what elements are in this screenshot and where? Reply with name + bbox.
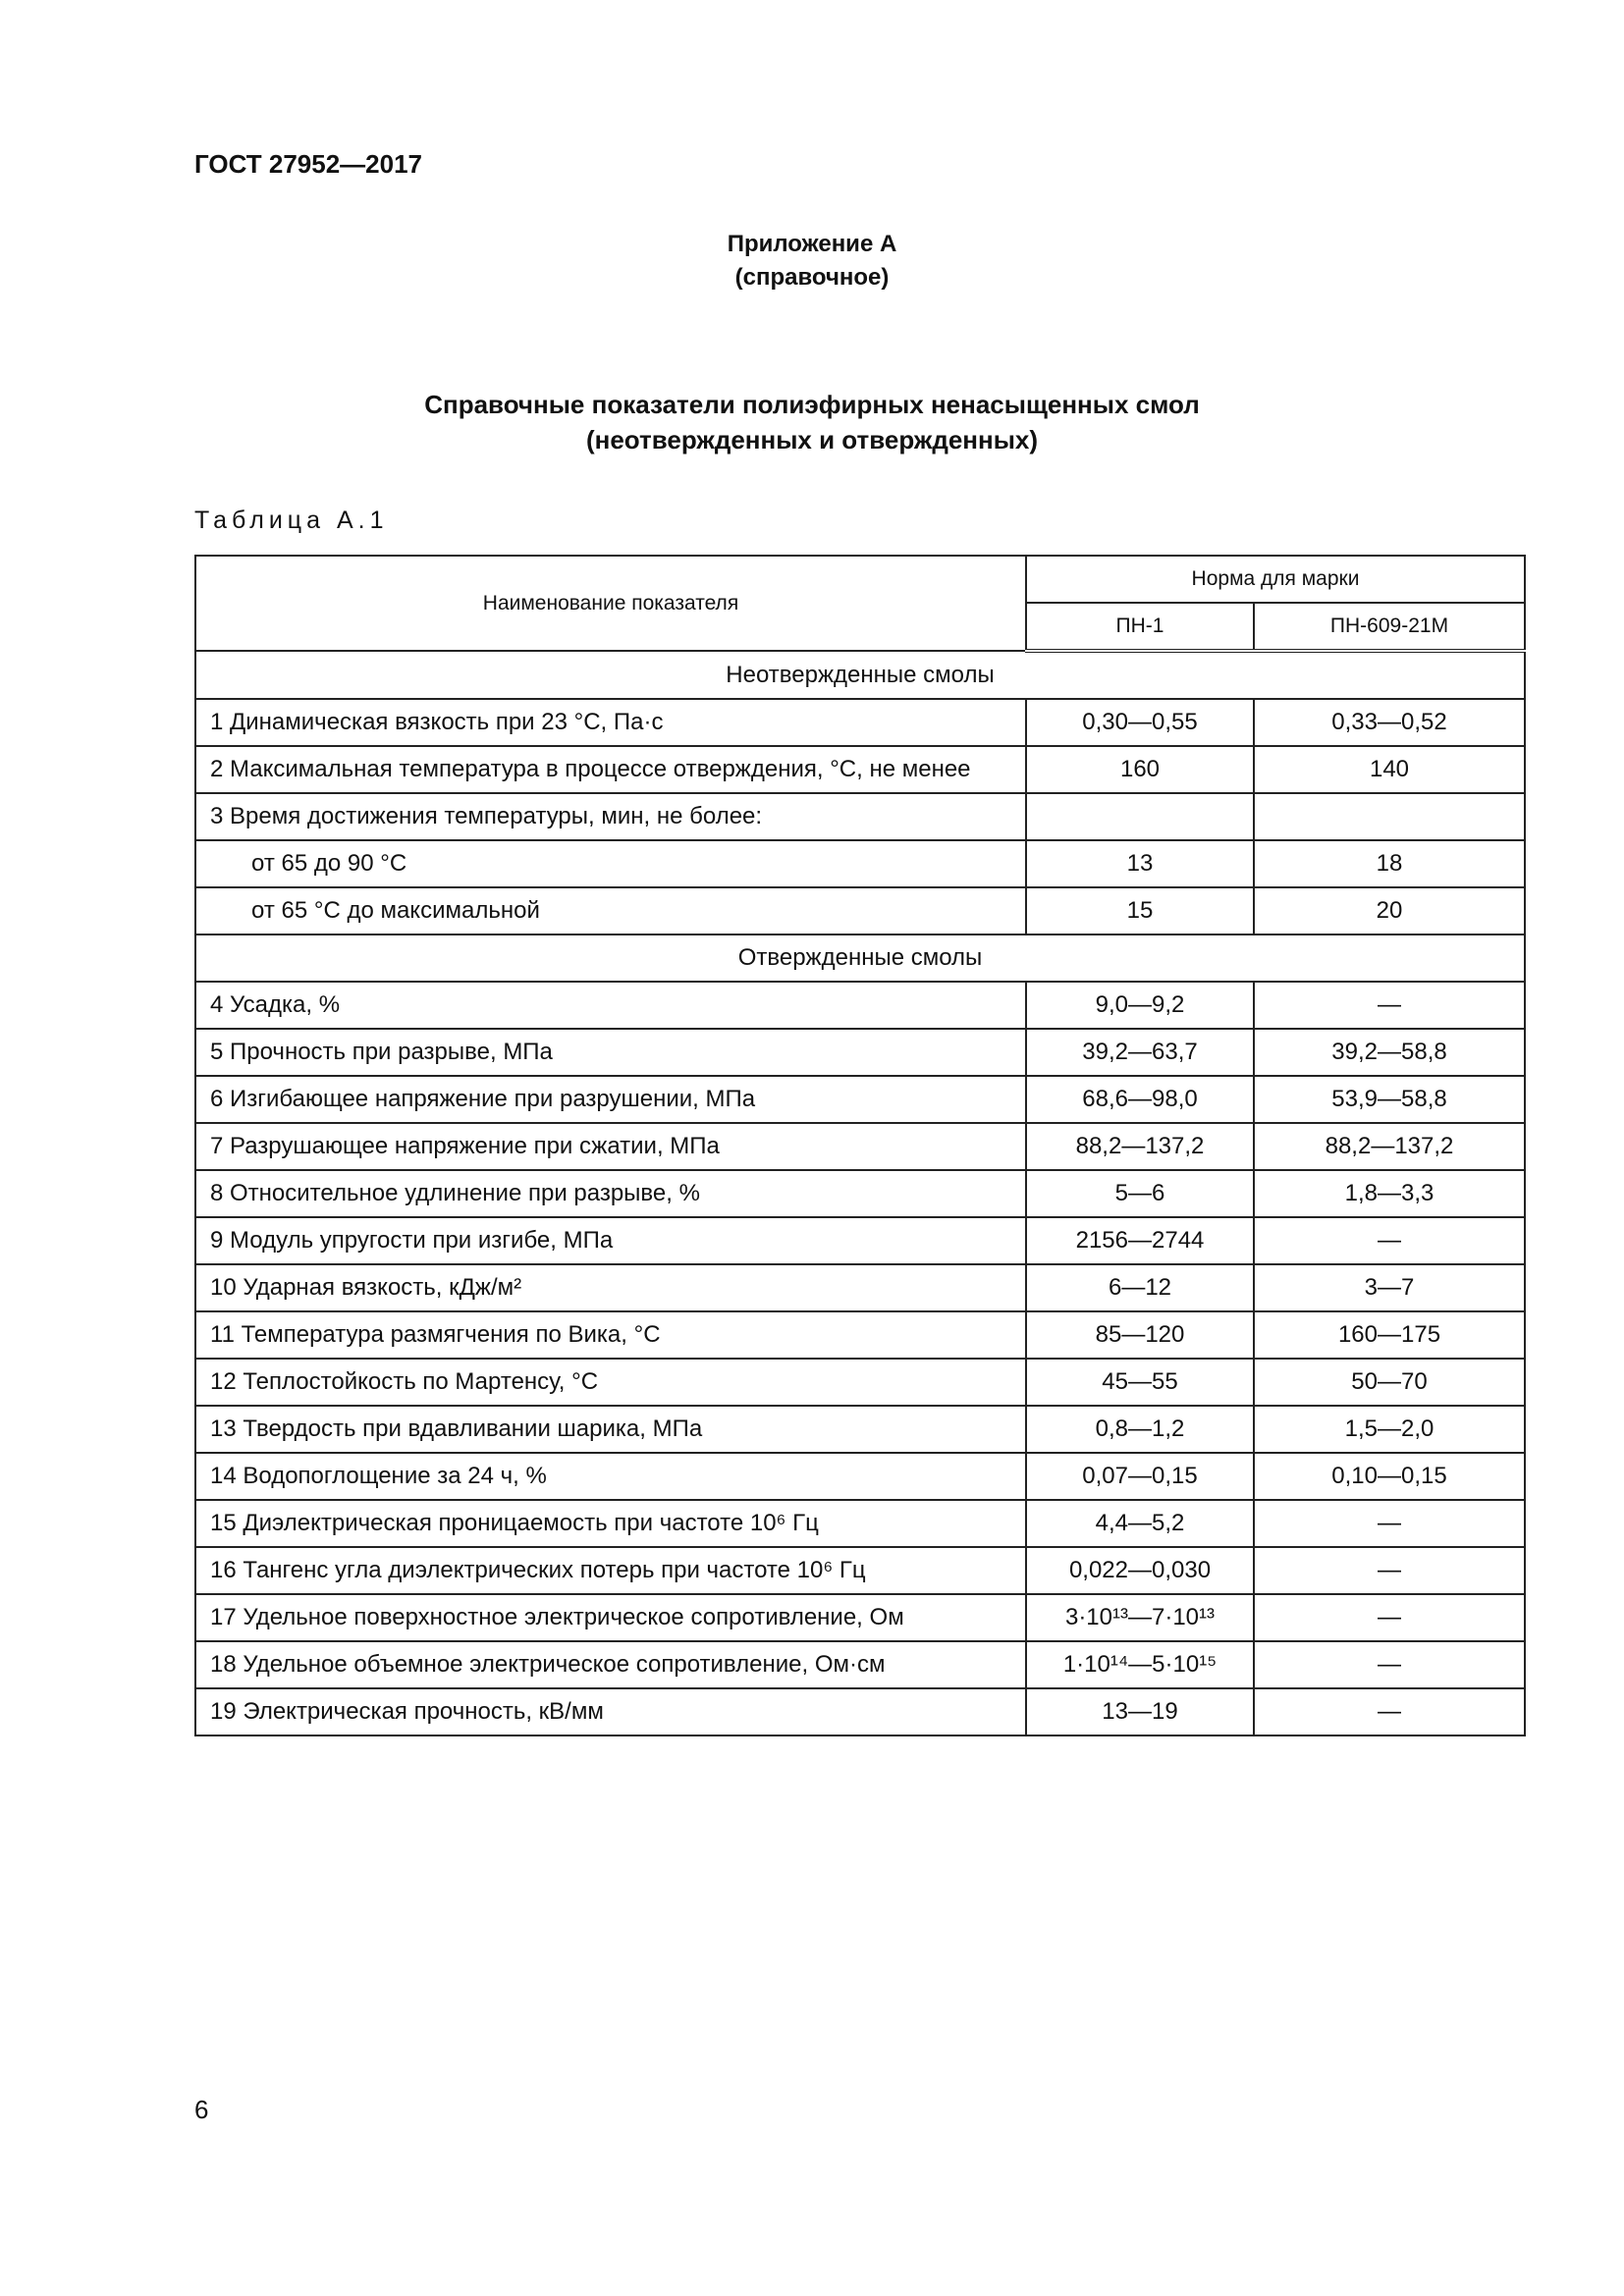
table-row	[195, 1641, 1525, 1688]
row-name: 18 Удельное объемное электрическое сопротивление, Ом·см	[195, 1641, 1026, 1688]
row-name: 17 Удельное поверхностное электрическое сопротивление, Ом	[195, 1594, 1026, 1641]
table-row	[195, 840, 1525, 887]
row-value-pn1: 2156—2744	[1026, 1217, 1254, 1264]
row-name: 1 Динамическая вязкость при 23 °С, Па·с	[195, 699, 1026, 746]
row-value-pn1: 4,4—5,2	[1026, 1500, 1254, 1547]
row-value-pn609: —	[1254, 1500, 1525, 1547]
row-name: 9 Модуль упругости при изгибе, МПа	[195, 1217, 1026, 1264]
appendix-heading	[0, 228, 1624, 294]
row-value-pn1: 39,2—63,7	[1026, 1029, 1254, 1076]
row-name: 3 Время достижения температуры, мин, не более:	[195, 793, 1026, 840]
row-value-pn609: —	[1254, 1594, 1525, 1641]
row-value-pn1: 15	[1026, 887, 1254, 934]
row-name: 14 Водопоглощение за 24 ч, %	[195, 1453, 1026, 1500]
header-indicator-name: Наименование показателя	[195, 556, 1026, 651]
row-value-pn1: 160	[1026, 746, 1254, 793]
page-number: 6	[194, 2095, 209, 2124]
header-grade-pn1: ПН-1	[1026, 603, 1254, 651]
table-row	[195, 1406, 1525, 1453]
row-name: 13 Твердость при вдавливании шарика, МПа	[195, 1406, 1026, 1453]
row-value-pn609: —	[1254, 982, 1525, 1029]
row-value-pn1: 5—6	[1026, 1170, 1254, 1217]
row-name: 8 Относительное удлинение при разрыве, %	[195, 1170, 1026, 1217]
row-value-pn609: 53,9—58,8	[1254, 1076, 1525, 1123]
row-value-pn1: 68,6—98,0	[1026, 1076, 1254, 1123]
table-row	[195, 1359, 1525, 1406]
row-name: 16 Тангенс угла диэлектрических потерь при частоте 10⁶ Гц	[195, 1547, 1026, 1594]
appendix-type: (справочное)	[734, 264, 890, 291]
section-cured: Отвержденные смолы	[195, 934, 1525, 982]
row-value-pn609: 3—7	[1254, 1264, 1525, 1311]
row-name: от 65 °С до максимальной	[195, 887, 1026, 934]
row-value-pn1: 0,07—0,15	[1026, 1453, 1254, 1500]
row-value-pn609: 88,2—137,2	[1254, 1123, 1525, 1170]
section-row	[195, 934, 1525, 982]
table-row	[195, 982, 1525, 1029]
row-value-pn1	[1026, 793, 1254, 840]
table-row	[195, 1688, 1525, 1735]
row-name: 11 Температура размягчения по Вика, °С	[195, 1311, 1026, 1359]
table-row	[195, 1076, 1525, 1123]
row-value-pn609: 1,5—2,0	[1254, 1406, 1525, 1453]
row-value-pn609: 20	[1254, 887, 1525, 934]
table-row	[195, 1547, 1525, 1594]
table-row	[195, 699, 1525, 746]
header-grade-pn609: ПН-609-21М	[1254, 603, 1525, 651]
row-value-pn609: 1,8—3,3	[1254, 1170, 1525, 1217]
title-line-2: (неотвержденных и отвержденных)	[585, 425, 1039, 454]
resin-properties-table	[194, 555, 1526, 1736]
row-name: от 65 до 90 °С	[195, 840, 1026, 887]
table-row	[195, 1264, 1525, 1311]
row-value-pn609: 0,33—0,52	[1254, 699, 1525, 746]
row-value-pn609: —	[1254, 1641, 1525, 1688]
row-value-pn1: 0,30—0,55	[1026, 699, 1254, 746]
table-row	[195, 1170, 1525, 1217]
row-value-pn609: 50—70	[1254, 1359, 1525, 1406]
row-name: 15 Диэлектрическая проницаемость при частоте 10⁶ Гц	[195, 1500, 1026, 1547]
section-row	[195, 651, 1525, 699]
document-title	[0, 387, 1624, 457]
table-caption: Таблица А.1	[194, 507, 389, 534]
row-value-pn1: 1·10¹⁴—5·10¹⁵	[1026, 1641, 1254, 1688]
row-value-pn609: 39,2—58,8	[1254, 1029, 1525, 1076]
row-name: 5 Прочность при разрыве, МПа	[195, 1029, 1026, 1076]
row-value-pn1: 88,2—137,2	[1026, 1123, 1254, 1170]
table-row	[195, 887, 1525, 934]
row-value-pn1: 0,8—1,2	[1026, 1406, 1254, 1453]
row-name: 6 Изгибающее напряжение при разрушении, МПа	[195, 1076, 1026, 1123]
table-row	[195, 746, 1525, 793]
table-row	[195, 1311, 1525, 1359]
row-name: 4 Усадка, %	[195, 982, 1026, 1029]
row-value-pn609: —	[1254, 1688, 1525, 1735]
row-value-pn1: 3·10¹³—7·10¹³	[1026, 1594, 1254, 1641]
appendix-label: Приложение А	[727, 231, 897, 257]
row-value-pn609: 160—175	[1254, 1311, 1525, 1359]
row-value-pn609: 18	[1254, 840, 1525, 887]
row-value-pn1: 13	[1026, 840, 1254, 887]
row-value-pn609	[1254, 793, 1525, 840]
table-row	[195, 1500, 1525, 1547]
row-value-pn609: —	[1254, 1217, 1525, 1264]
row-name: 19 Электрическая прочность, кВ/мм	[195, 1688, 1026, 1735]
row-value-pn1: 85—120	[1026, 1311, 1254, 1359]
document-header: ГОСТ 27952—2017	[194, 149, 422, 179]
row-value-pn609: —	[1254, 1547, 1525, 1594]
row-name: 12 Теплостойкость по Мартенсу, °С	[195, 1359, 1026, 1406]
table-row	[195, 1217, 1525, 1264]
table-row	[195, 1453, 1525, 1500]
table-row	[195, 1123, 1525, 1170]
row-value-pn1: 9,0—9,2	[1026, 982, 1254, 1029]
table-row	[195, 1029, 1525, 1076]
table-row	[195, 793, 1525, 840]
title-line-1: Справочные показатели полиэфирных ненасыщенных смол	[424, 390, 1200, 419]
row-value-pn609: 0,10—0,15	[1254, 1453, 1525, 1500]
table-row	[195, 1594, 1525, 1641]
row-value-pn1: 13—19	[1026, 1688, 1254, 1735]
section-uncured: Неотвержденные смолы	[195, 651, 1525, 699]
row-name: 10 Ударная вязкость, кДж/м²	[195, 1264, 1026, 1311]
row-name: 2 Максимальная температура в процессе отверждения, °С, не менее	[195, 746, 1026, 793]
row-value-pn1: 0,022—0,030	[1026, 1547, 1254, 1594]
row-value-pn1: 6—12	[1026, 1264, 1254, 1311]
row-value-pn609: 140	[1254, 746, 1525, 793]
header-norm: Норма для марки	[1026, 556, 1525, 603]
row-name: 7 Разрушающее напряжение при сжатии, МПа	[195, 1123, 1026, 1170]
row-value-pn1: 45—55	[1026, 1359, 1254, 1406]
